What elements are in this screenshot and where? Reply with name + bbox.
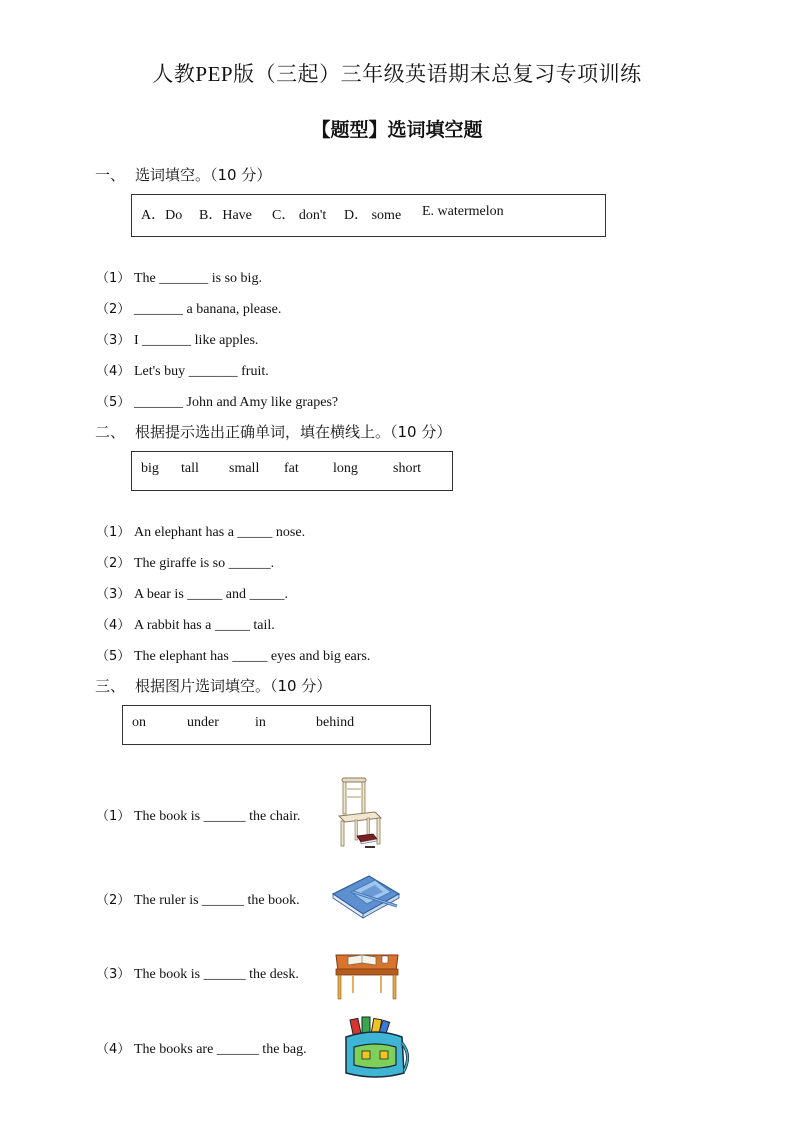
word-on: on: [132, 715, 146, 730]
word-long: long: [333, 461, 358, 476]
section-2-question-5: （5） The elephant has _____ eyes and big ears.: [96, 649, 371, 664]
section-2-heading: [95, 421, 451, 442]
section-1-question-2: （2） _______ a banana, please.: [96, 302, 282, 317]
section-1-question-1: （1） The _______ is so big.: [96, 271, 262, 286]
word-fat: fat: [284, 461, 299, 476]
section-2-question-4: （4） A rabbit has a _____ tail.: [96, 618, 275, 633]
section-3-question-3: （3） The book is ______ the desk.: [96, 967, 299, 982]
page-title: 人教PEP版（三起）三年级英语期末总复习专项训练: [152, 62, 642, 86]
section-2-number: 二、: [95, 423, 126, 441]
word-big: big: [141, 461, 159, 476]
section-3-heading: [95, 675, 331, 696]
section-3-question-4: （4） The books are ______ the bag.: [96, 1042, 307, 1057]
page-subtitle: 【题型】选词填空题: [311, 119, 483, 141]
word-in: in: [255, 715, 266, 730]
section-1-word-box: [131, 194, 606, 237]
section-1-question-5: （5） _______ John and Amy like grapes?: [96, 395, 339, 410]
section-2-question-2: （2） The giraffe is so ______.: [96, 556, 275, 571]
word-short: short: [393, 461, 421, 476]
section-3-question-2: （2） The ruler is ______ the book.: [96, 893, 300, 908]
section-3-number: 三、: [95, 677, 126, 695]
section-2-question-1: （1） An elephant has a _____ nose.: [96, 525, 306, 540]
section-1-heading: [95, 164, 271, 185]
option-e: E. watermelon: [422, 204, 504, 219]
section-3-title: 根据图片选词填空。（10 分）: [135, 677, 332, 695]
book-on-desk-icon: [332, 941, 402, 1001]
ruler-on-book-icon: [331, 872, 403, 920]
word-behind: behind: [316, 715, 355, 730]
section-3-word-box: [122, 705, 431, 745]
section-2-word-box: [131, 451, 453, 491]
section-1-question-4: （4） Let's buy _______ fruit.: [96, 364, 269, 379]
books-in-bag-icon: [340, 1015, 412, 1081]
section-1-number: 一、: [95, 166, 126, 184]
section-1-title: 选词填空。（10 分）: [135, 166, 272, 184]
section-2-title: 根据提示选出正确单词，填在横线上。（10 分）: [135, 423, 452, 441]
section-2-question-3: （3） A bear is _____ and _____.: [96, 587, 288, 602]
section-3-question-1: （1） The book is ______ the chair.: [96, 809, 301, 824]
word-small: small: [229, 461, 260, 476]
option-c: C． don't: [272, 208, 327, 223]
word-under: under: [187, 715, 219, 730]
chair-with-book-icon: [333, 776, 385, 854]
option-b: B．Have: [199, 208, 252, 223]
word-tall: tall: [181, 461, 199, 476]
option-d: D． some: [344, 208, 402, 223]
section-1-question-3: （3） I _______ like apples.: [96, 333, 259, 348]
option-a: A．Do: [141, 208, 183, 223]
